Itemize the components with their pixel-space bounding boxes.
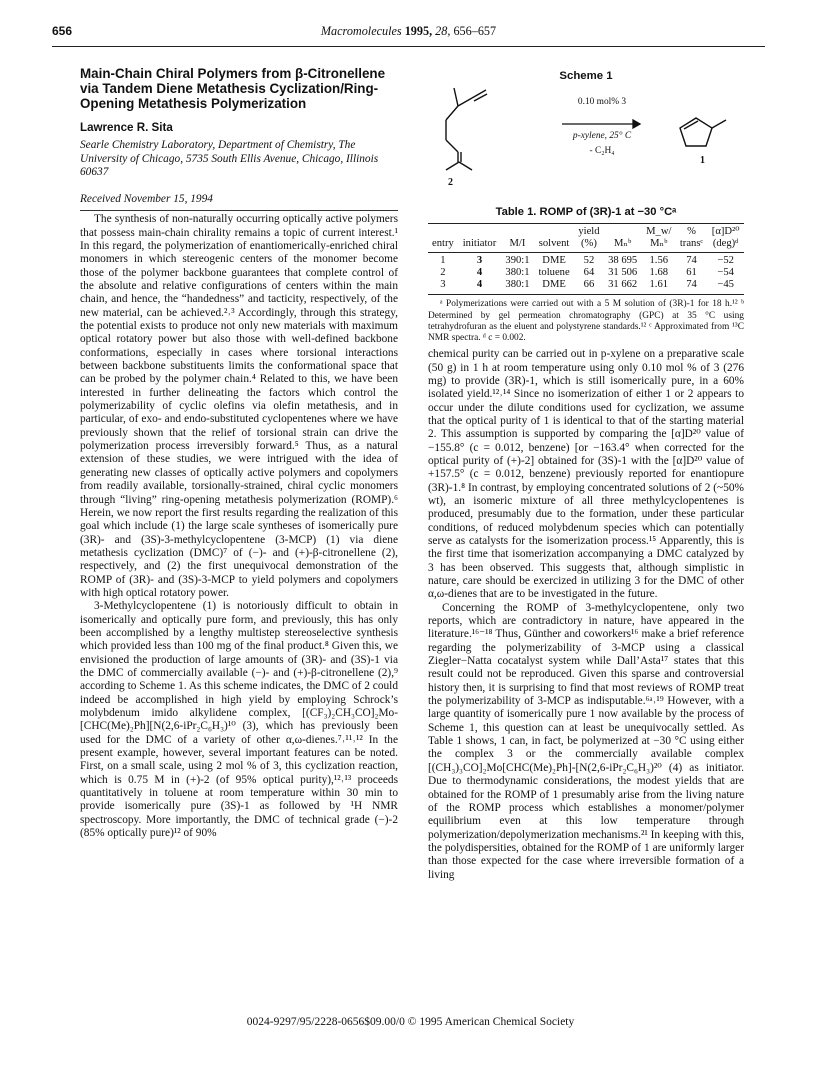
chain-bond (446, 106, 458, 120)
label-citronellene: 2 (448, 177, 453, 188)
article-title: Main-Chain Chiral Polymers from β-Citronellene via Tandem Diene Metathesis Cyclization/Ring-Opening Metathesis Polymerization (80, 66, 386, 111)
article-author: Lawrence R. Sita (80, 121, 173, 134)
header-cell: entry (428, 238, 458, 253)
table-cell: 31 662 (604, 279, 642, 295)
condition-byproduct: - C₂H₄ (589, 146, 615, 156)
table-footnote: ᵃ Polymerizations were carried out with a 5 M solution of (3R)-1 for 18 h.¹² ᵇ Determined by gel permeation chromatography (GPC) at 35 °C using tetrahydrofuran as the eluent and polystyrene standards.¹² ᶜ Approximated from ¹³C NMR spectra. ᵈ c = 0.002. (428, 299, 744, 343)
table-cell: 74 (676, 279, 708, 295)
scheme-title: Scheme 1 (559, 70, 613, 82)
table-cell: 380:1 (505, 267, 530, 279)
header-cell: (%) (574, 238, 603, 253)
author-affiliation: Searle Chemistry Laboratory, Department of Chemistry, The University of Chicago, 5735 South Ellis Avenue, Chicago, Illinois 60637 (80, 139, 379, 178)
table-cell: −45 (707, 279, 744, 295)
table-row (428, 253, 744, 268)
header-cell (428, 224, 458, 239)
header-cell: initiator (458, 238, 501, 253)
journal-year: 1995, (404, 24, 433, 38)
header-cell (501, 224, 534, 239)
citronellene-structure (446, 88, 487, 170)
table-cell: 61 (686, 267, 697, 279)
table-cell: 390:1 (505, 255, 530, 267)
vinyl-double (472, 90, 486, 98)
table-header-row (428, 224, 744, 239)
journal-name: Macromolecules (320, 24, 402, 38)
condition-catalyst: 0.10 mol% 3 (577, 97, 627, 107)
chain-bond (446, 162, 459, 170)
table-cell: 74 (686, 255, 697, 267)
header-cell: yield (574, 224, 603, 239)
left-column (80, 66, 398, 840)
received-date: Received November 15, 1994 (80, 193, 398, 211)
table-cell: −54 (717, 267, 734, 279)
condition-solvent: p-xylene, 25° C (572, 131, 632, 141)
reaction-arrow (562, 120, 640, 128)
header-cell: [α]D²⁰ (707, 224, 744, 239)
header-cell (458, 224, 501, 239)
table-cell: 31 506 (608, 267, 638, 279)
table-cell: DME (534, 279, 575, 295)
table-row (428, 279, 744, 295)
table-row (428, 267, 744, 279)
header-rule (52, 46, 765, 47)
methyl-bond (454, 88, 458, 106)
body-paragraph: chemical purity can be carried out in p-xylene on a preparative scale (50 g) in 1 h at room temperature using only 0.10 mol % of 3 (276 mg) to provide (3R)-1, which is still isomerically pure, in a 60% isolated yield.¹²˒¹⁴ Since no isomerization of either 1 or 2 appears to occur under the dilute conditions used for cyclization, we assume that the optical purity of 1 is identical to that of the starting material 2. This assumption is supported by comparing the [α]D²⁰ value of −155.8° (c = 0.012, benzene) [or −163.4° when corrected for the optical purity of (+)-2] obtained for (3S)-1 with the [α]D²⁰ value of +157.5° (c = 0.012, benzene) previously reported for enantiopure (3R)-1.⁸ In contrast, by employing concentrated solutions of 2 (~50% wt), an isomeric mixture of all three methylcyclopentenes is produced, presumably due to the formation, under these particular conditions, of reduced molybdenum species which can potentially serve as catalysts for the isomerization process.¹⁵ Apparently, this is the first time that isomerization accompanying a DMC catalyzed by 3 has been observed. This suggests that, although simplistic in nature, care should be exercized in utilizing 3 for the DMC of other α,ω-dienes that are to be investigated in the future. (428, 348, 744, 601)
scheme-1 (428, 66, 744, 198)
table-cell: 2 (440, 267, 446, 279)
table-title: Table 1. ROMP of (3R)-1 at −30 °Cᵃ (495, 206, 677, 218)
running-header (52, 24, 765, 44)
header-cell (534, 224, 575, 239)
header-cell: Mₙᵇ (642, 238, 676, 253)
header-cell: Mₙᵇ (604, 238, 642, 253)
methyl-bond (712, 120, 726, 128)
copyright-footer: 0024-9297/95/2228-0656$09.00/0 © 1995 American Chemical Society (246, 1016, 575, 1028)
header-cell: solvent (534, 238, 575, 253)
body-paragraph: 3-Methylcyclopentene (1) is notoriously difficult to obtain in isomerically and optically pure form, and previously, this has only been accomplished by a lengthy multistep stereoselective synthesis which provided less than 100 mg of the final product.⁸ Given this, we envisioned the production of large amounts of (3R)- and (3S)-1 via the DMC of commercially available (−)- and (+)-β-citronellene (2),⁹ according to Scheme 1. As this scheme indicates, the DMC of 2 could indeed be accomplished in high yield by employing Schrock’s molybdenum imido alkylidene complex, [(CF₃)₂CH₃CO]₂Mo-[CHC(Me)₂Ph][N(2,6-iPr₂C₆H₃)¹⁰ (3), which has previously been used for the DMC of a variety of other α,ω-dienes.⁷˒¹¹˒¹² In the present example, however, several important features can be noted. First, on a small scale, using 2 mol % of 3, this cyclization reaction, which is 0.75 M in (+)-2 (of 95% optical purity),¹²˒¹³ proceeds quantitatively in toluene at room temperature within 30 min to provide isomerically pure (3S)-1 as followed by ¹H NMR spectroscopy. More importantly, the DMC of technical grade (−)-2 (85% optically pure)¹² of 90% (80, 600, 398, 840)
table-cell: 38 695 (608, 255, 638, 267)
body-paragraph: The synthesis of non-naturally occurring optically active polymers that possess main-chain chirality remains a topic of current interest.¹ In this regard, the polymerization of enantiomerically-enriched chiral monomers in which stereogenic centers of the monomer become those of the polymer backbone guarantees that complete control of the absolute and relative configurations of centers within the main chain, and hence, the “handedness” and tacticity, respectively, of the new material, can be achieved.²˒³ Accordingly, through this strategy, the potential exists to produce not only new materials with maximum optical rotatory power but also those with well-defined backbone conformations, especially in cases where torsional interactions between backbone substituents limits the conformational space that can be probed by the polymer chain.⁴ Related to this, we have been interested in further delineating the factors which control the polymerizability of cyclic olefins via olefin metathesis, and in particular, of exo- and endo-substituted cyclopentenes where we have previously shown that the relief of torsional strain can drive the polymerization process irreversibly forward.⁵ Thus, as a natural extension of these studies, we were intrigued with the idea of generating new classes of optically active polymers and copolymers from readily available, torsionally-strained, chiral cyclic monomers through “living” ring-opening metathesis polymerization (ROMP).⁶ Herein, we now report the first results regarding the realization of this goal which include (1) the large scale syntheses of isomerically pure (3R)- and (3S)-3-methylcyclopentene (3-MCP) (1) via diene metathesis cyclization (DMC)⁷ of (−)- and (+)-β-citronellene (2), respectively, and (2) the first unequivocal demonstration of the ROMP of (3R)- and (3S)-3-MCP to yield polymers and copolymers with high optical rotatory power. (80, 213, 398, 599)
table-cell: 52 (583, 255, 595, 267)
chain-bond (446, 140, 458, 152)
right-column (428, 66, 744, 882)
table-cell: DME (542, 255, 566, 267)
header-cell: M/I (501, 238, 534, 253)
table-cell: 4 (476, 267, 483, 279)
table-cell: 1.68 (649, 267, 669, 279)
table-cell: 1 (440, 255, 446, 267)
header-cell: (deg)ᵈ (707, 238, 744, 253)
header-cell: M_w/ (642, 224, 676, 239)
table-cell: 4 (458, 279, 501, 295)
table-cell: 1.61 (642, 279, 676, 295)
table-cell: 64 (583, 267, 595, 279)
table-cell: 3 (428, 279, 458, 295)
romp-table (428, 223, 744, 295)
methylcyclopentene-structure (680, 118, 726, 146)
table-header-row (428, 238, 744, 253)
header-cell: % (676, 224, 708, 239)
table-cell: 3 (476, 255, 483, 267)
table-cell: 1.56 (649, 255, 669, 267)
page-number: 656 (52, 24, 73, 38)
vinyl-bond (458, 98, 472, 106)
header-cell: transᶜ (676, 238, 708, 253)
journal-citation (52, 24, 765, 39)
table-cell: 380:1 (501, 279, 534, 295)
table-cell: 66 (574, 279, 603, 295)
journal-pages: 656–657 (453, 24, 497, 38)
table-cell: −52 (717, 255, 734, 267)
label-methylcyclopentene: 1 (700, 155, 705, 166)
journal-volume: 28, (435, 24, 451, 38)
body-paragraph: Concerning the ROMP of 3-methylcyclopentene, only two reports, which are contradictory in nature, have appeared in the literature.¹⁶⁻¹⁸ Thus, Günther and coworkers¹⁶ make a brief reference regarding the polymerizability of 3-MCP using a classical Ziegler−Natta cocatalyst system while Dall’Asta¹⁷ states that this result could not be reproduced. Given this sparse and controversial history then, it is surprising to find that most reviews of ROMP treat the polymerizability of 3-MCP as indisputable.⁶ᵃ˒¹⁹ However, with a large quantity of isomerically pure 1 now available by the process of Scheme 1, this question can at least be unequivocally settled. As Table 1 shows, 1 can, in fact, be polymerized at −30 °C using either the complex 3 or the commercially available complex [(CH₃)₃CO]₂Mo[CHC(Me)₂Ph]-[N(2,6-iPr₂C₆H₃)²⁰ (4) as initiator. Due to thermodynamic considerations, the modest yields that are obtained for the ROMP of 1 presumably arise from the living nature of the ROMP process which establishes a monomer/polymer equilibrium even at this low temperature through polymerization/depolymerization mechanisms.²¹ In keeping with this, the polydispersities, obtained for the ROMP of 1 are uniformly larger than those expected for the case where irreversible formation of a living (428, 601, 744, 881)
header-cell (604, 224, 642, 239)
chain-bond (459, 162, 472, 170)
table-cell: toluene (538, 267, 570, 279)
